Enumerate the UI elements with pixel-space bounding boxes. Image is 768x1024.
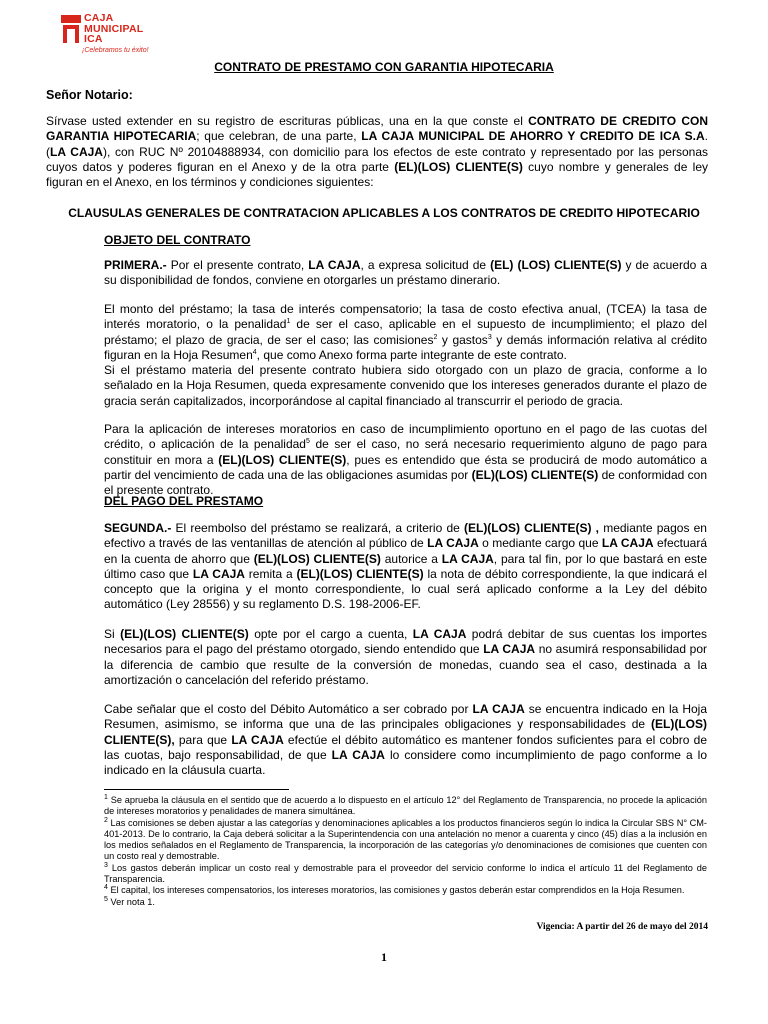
paragraph-moratory-interest: Para la aplicación de intereses moratorios en caso de incumplimiento oportuno en el pago de las cuotas del crédito, o aplicación de la penalidad$^5$ de ser el caso, no será necesario requerimiento alguno de pago para constituir en mora a (EL)(LOS) CLIENTE(S), pues es entendido que ésta se producirá de modo automático a partir del vencimiento de cada una de las obligaciones asumidas por (EL)(LOS) CLIENTE(S) de conformidad con el presente contrato.	[104, 422, 707, 498]
section-title-objeto: OBJETO DEL CONTRATO	[104, 233, 251, 247]
intro-paragraph: Sírvase usted extender en su registro de escrituras públicas, una en la que conste el CONTRATO DE CREDITO CON GARANTIA HIPOTECARIA; que celebran, de una parte, LA CAJA MUNICIPAL DE AHORRO Y CREDITO DE ICA S.A. (LA CAJA), con RUC Nº 20104888934, con domicilio para los efectos de este contrato y representado por las personas cuyos datos y poderes figuran en el Anexo y de la otra parte (EL)(LOS) CLIENTE(S) cuyo nombre y generales de ley figuran en el Anexo, en los términos y condiciones siguientes:	[46, 114, 709, 190]
paragraph-account-debit: Si (EL)(LOS) CLIENTE(S) opte por el cargo a cuenta, LA CAJA podrá debitar de sus cuentas los importes necesarios para el pago del préstamo otorgado, siendo entendido que LA CAJA no asumirá responsabilidad por la diferencia de cambio que resulte de la conversión de monedas, cuando sea el caso, destinada a la amortización o cancelación del referido préstamo.	[104, 627, 708, 687]
footnote: $^2$ Las comisiones se deben ajustar a las categorías y denominaciones aplicables a los productos financieros según lo indica la Circular SBS N° CM-401-2013. De lo contrario, la Caja deberá solicitar a la Superintendencia con una antelación no menor a cuarenta y cinco (45) días a la inclusión en los medios señalados en el Reglamento de Transparencia, la incorporación de las categorías y/o denominaciones de comisiones que cuenten con un costo real y demostrable.	[104, 816, 707, 862]
validity-date: Vigencia: A partir del 26 de mayo del 2014	[536, 922, 708, 932]
paragraph-loan-terms: El monto del préstamo; la tasa de interés compensatorio; la tasa de costo efectiva anual, (TCEA) la tasa de interés moratorio, o la penalidad$^1$ de ser el caso, aplicable en el supuesto de incumplimiento; el plazo del préstamo; el plazo de gracia, de ser el caso; las comisiones$^2$ y gastos$^3$ y demás información relativa al crédito figuran en la Hoja Resumen$^4$, que como Anexo forma parte integrante de este contrato.	[104, 302, 707, 362]
section-title-pago: DEL PAGO DEL PRESTAMO	[104, 494, 264, 508]
paragraph-grace-period: Si el préstamo materia del presente contrato hubiera sido otorgado con un plazo de gracia, conforme a lo señalado en la Hoja Resumen, queda expresamente convenido que los intereses generados durante el plazo de gracia serán capitalizados, incorporándose al capital financiado al transcurrir el periodo de gracia.	[104, 363, 707, 408]
clause-primera: PRIMERA.- Por el presente contrato, LA CAJA, a expresa solicitud de (EL) (LOS) CLIENTE(S) y de acuerdo a su disponibilidad de fondos, conviene en otorgarles un préstamo dinerario.	[104, 258, 708, 288]
footnotes	[104, 795, 707, 908]
caja-municipal-ica-logo	[60, 13, 180, 55]
paragraph-debit-cost: Cabe señalar que el costo del Débito Automático a ser cobrado por LA CAJA se encuentra indicado en la Hoja Resumen, asimismo, se informa que una de las principales obligaciones y responsabilidades de (EL)(LOS) CLIENTE(S), para que LA CAJA efectúe el débito automático es mantener fondos suficientes para el cobro de las cuotas, bajo responsabilidad, de que LA CAJA lo considere como incumplimiento de pago conforme a lo indicado en la cláusula cuarta.	[104, 702, 708, 778]
addressee: Señor Notario:	[46, 88, 133, 102]
logo-slogan: ¡Celebramos tu éxito!	[82, 47, 149, 54]
clauses-heading: CLAUSULAS GENERALES DE CONTRATACION APLICABLES A LOS CONTRATOS DE CREDITO HIPOTECARIO	[68, 206, 700, 220]
page-number: 1	[381, 950, 387, 964]
logo-line-municipal: MUNICIPAL	[84, 22, 144, 35]
logo-wordmark	[84, 13, 143, 45]
footnote: $^4$ El capital, los intereses compensatorios, los intereses moratorios, las comisiones y gastos deberán estar comprendidos en la Hoja Resumen.	[104, 884, 685, 896]
footnote: $^1$ Se aprueba la cláusula en el sentido que de acuerdo a lo dispuesto en el artículo 12° del Reglamento de Transparencia, no procede la aplicación de intereses moratorios y penalidades de manera simultánea.	[104, 793, 707, 817]
document-title: CONTRATO DE PRESTAMO CON GARANTIA HIPOTECARIA	[214, 60, 554, 74]
logo-line-caja: CAJA	[84, 12, 114, 24]
clause-segunda: SEGUNDA.- El reembolso del préstamo se realizará, a criterio de (EL)(LOS) CLIENTE(S) , mediante pagos en efectivo a través de las ventanillas de atención al público de LA CAJA o mediante cargo que LA CAJA efectuará en la cuenta de ahorro que (EL)(LOS) CLIENTE(S) autorice a LA CAJA, para tal fin, por lo que bastará en este último caso que LA CAJA remita a (EL)(LOS) CLIENTE(S) la nota de débito correspondiente, la que indicará el concepto que la origina y el monto correspondiente, lo cual será aplicado conforme a la Ley del débito automático (Ley 28556) y su reglamento D.S. 198-2006-EF.	[104, 521, 708, 612]
logo-line-ica: ICA	[84, 33, 103, 45]
footnote-separator	[104, 789, 289, 790]
footnote: $^3$ Los gastos deberán implicar un costo real y demostrable para el proveedor del servicio conforme lo indica el artículo 11 del Reglamento de Transparencia.	[104, 861, 707, 885]
footnote: $^5$ Ver nota 1.	[104, 895, 155, 907]
logo-icon	[60, 15, 82, 43]
